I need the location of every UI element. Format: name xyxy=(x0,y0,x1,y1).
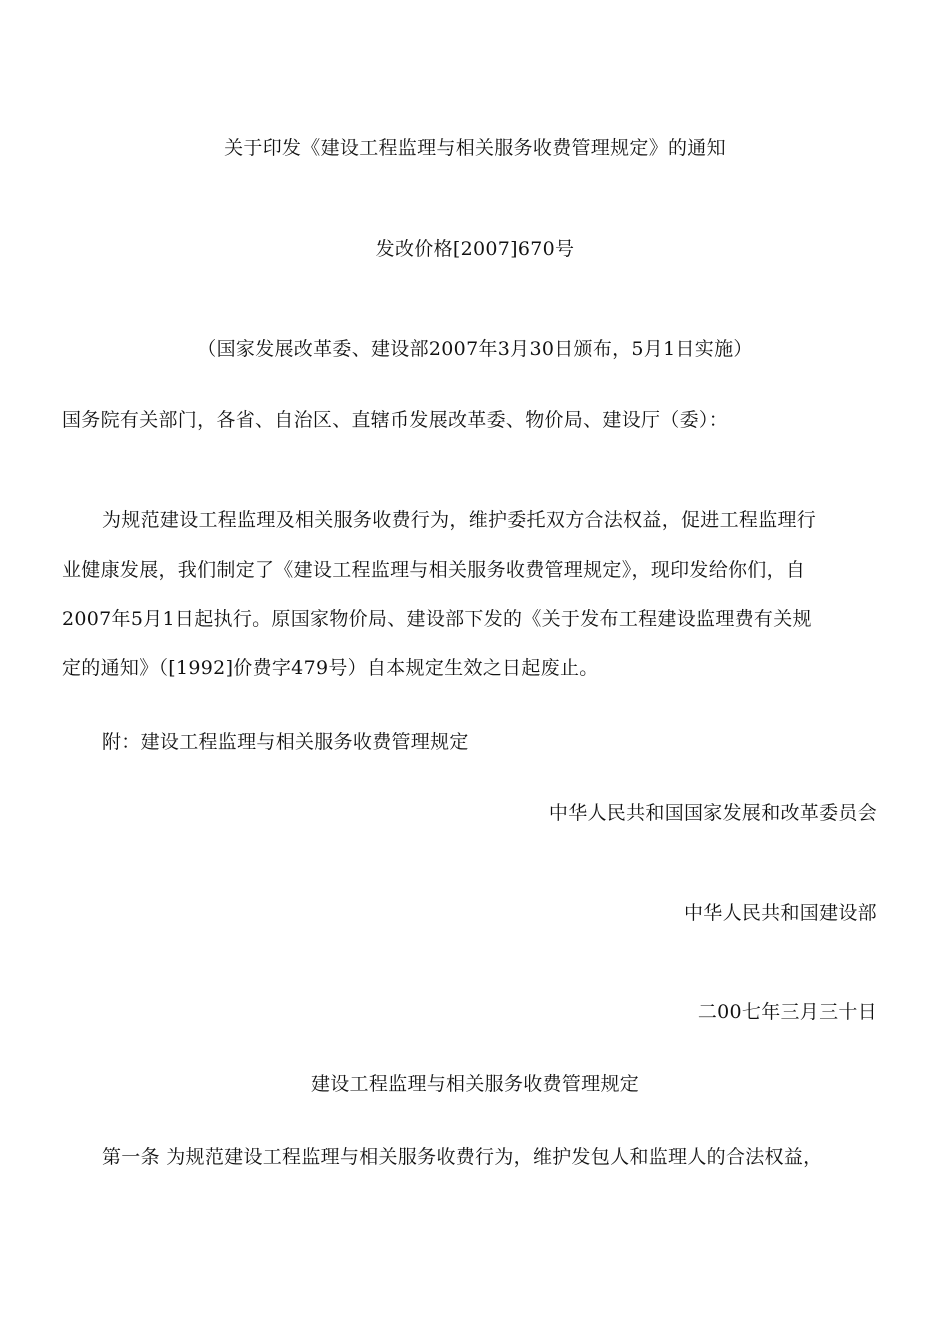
issuance-note: （国家发展改革委、建设部2007年3月30日颁布，5月1日实施） xyxy=(197,338,753,360)
body-paragraph-line-2: 业健康发展，我们制定了《建设工程监理与相关服务收费管理规定》，现印发给你们，自 xyxy=(62,559,806,581)
regulation-title: 建设工程监理与相关服务收费管理规定 xyxy=(310,1073,640,1095)
recipients-line: 国务院有关部门，各省、自治区、直辖币发展改革委、物价局、建设厅（委）： xyxy=(62,409,729,431)
article-one-line: 第一条 为规范建设工程监理与相关服务收费行为，维护发包人和监理人的合法权益， xyxy=(102,1146,823,1168)
attachment-line: 附：建设工程监理与相关服务收费管理规定 xyxy=(102,731,469,753)
document-title: 关于印发《建设工程监理与相关服务收费管理规定》的通知 xyxy=(224,137,726,159)
body-paragraph-line-4: 定的通知》（[1992]价费字479号）自本规定生效之日起废止。 xyxy=(62,657,599,679)
body-paragraph-line-1: 为规范建设工程监理及相关服务收费行为，维护委托双方合法权益，促进工程监理行 xyxy=(102,509,817,531)
signatory-ministry: 中华人民共和国建设部 xyxy=(683,902,877,924)
issue-date: 二00七年三月三十日 xyxy=(697,1001,877,1023)
document-number: 发改价格[2007]670号 xyxy=(375,238,575,260)
signatory-ndrc: 中华人民共和国国家发展和改革委员会 xyxy=(548,802,877,824)
body-paragraph-line-3: 2007年5月1日起执行。原国家物价局、建设部下发的《关于发布工程建设监理费有关规 xyxy=(62,608,812,630)
